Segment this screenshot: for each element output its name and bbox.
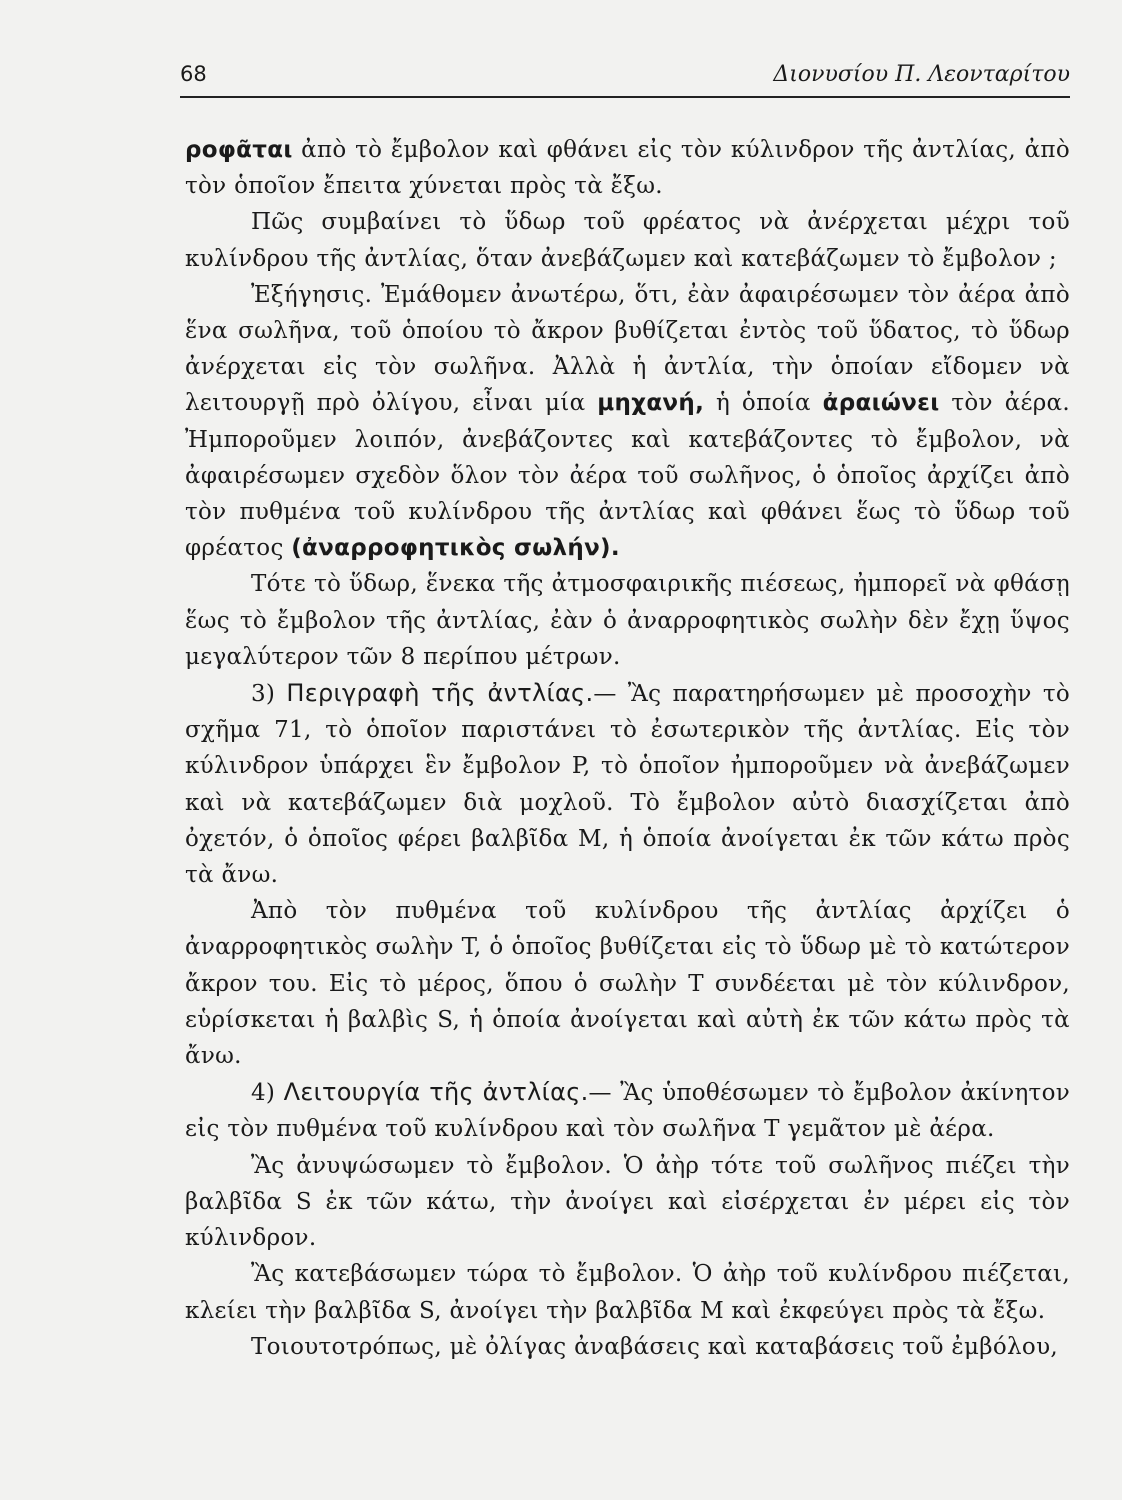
- body-text: [185, 132, 1070, 1365]
- running-head: Διονυσίου Π. Λεονταρίτου: [773, 62, 1070, 87]
- paragraph-text: — Ἂς ὑποθέσωμεν τὸ ἔμβολον ἀκίνητον εἰς τὸν πυθμένα τοῦ κυλίνδρου καὶ τὸν σωλῆνα T γεμᾶτον μὲ ἀέρα.: [185, 1080, 1071, 1143]
- bold-term: ροφᾶται: [185, 137, 293, 163]
- bold-term: μηχανή,: [597, 390, 705, 417]
- paragraph: [185, 277, 1070, 567]
- paragraph-text: — Ἂς παρατηρήσωμεν μὲ προσοχὴν τὸ σχῆμα 71, τὸ ὁποῖον παριστάνει τὸ ἐσωτερικὸν τῆς ἀντλίας. Εἰς τὸν κύλινδρον ὑπάρχει ἓν ἔμβολον P, τὸ ὁποῖον ἠμποροῦμεν νὰ ἀνεβάζωμεν καὶ νὰ κατεβάζωμεν διὰ μοχλοῦ. Τὸ ἔμβολον αὐτὸ διασχίζεται ἀπὸ ὀχετόν, ὁ ὁποῖος φέρει βαλβῖδα M, ἡ ὁποία ἀνοίγεται ἐκ τῶν κάτω πρὸς τὰ ἄνω.: [185, 681, 1070, 889]
- paragraph: Τότε τὸ ὕδωρ, ἕνεκα τῆς ἀτμοσφαιρικῆς πιέσεως, ἠμπορεῖ νὰ φθάσῃ ἕως τὸ ἔμβολον τῆς ἀντλίας, ἐὰν ὁ ἀναρροφητικὸς σωλὴν δὲν ἔχῃ ὕψος μεγαλύτερον τῶν 8 περίπου μέτρων.: [185, 571, 1070, 670]
- paragraph: Ἂς ἀνυψώσωμεν τὸ ἔμβολον. Ὁ ἀὴρ τότε τοῦ σωλῆνος πιέζει τὴν βαλβῖδα S ἐκ τῶν κάτω, τὴν ἀνοίγει καὶ εἰσέρχεται ἐν μέρει εἰς τὸν κύλινδρον.: [185, 1152, 1070, 1252]
- paragraph: Ἂς κατεβάσωμεν τώρα τὸ ἔμβολον. Ὁ ἀὴρ τοῦ κυλίνδρου πιέζεται, κλείει τὴν βαλβῖδα S, ἀνοίγει τὴν βαλβῖδα M καὶ ἐκφεύγει πρὸς τὰ ἔξω.: [185, 1261, 1070, 1324]
- paragraph: [185, 132, 1070, 204]
- paragraph-text: ἀπὸ τὸ ἔμβολον καὶ φθάνει εἰς τὸν κύλινδρον τῆς ἀντλίας, ἀπὸ τὸν ὁποῖον ἔπειτα χύνεται πρὸς τὰ ἔξω.: [185, 137, 1070, 200]
- bold-term: ἀραιώνει: [822, 390, 940, 417]
- paragraph: [185, 1074, 1070, 1147]
- section-number: 4): [251, 1080, 284, 1107]
- page-header: [180, 58, 1070, 98]
- paragraph: Πῶς συμβαίνει τὸ ὕδωρ τοῦ φρέατος νὰ ἀνέρχεται μέχρι τοῦ κυλίνδρου τῆς ἀντλίας, ὅταν ἀνεβάζωμεν καὶ κατεβάζωμεν τὸ ἔμβολον ;: [185, 209, 1070, 272]
- page-number: 68: [180, 62, 207, 86]
- paragraph: [185, 675, 1070, 893]
- section-heading: Λειτουργία τῆς ἀντλίας.: [283, 1078, 589, 1107]
- paragraph-text: Ἐξήγησις. Ἐμάθομεν ἀνωτέρω, ὅτι, ἐὰν ἀφαιρέσωμεν τὸν ἀέρα ἀπὸ ἕνα σωλῆνα, τοῦ ὁποίου τὸ ἄκρον βυθίζεται ἐντὸς τοῦ ὕδατος, τὸ ὕδωρ ἀνέρχεται εἰς τὸν σωλῆνα. Ἀλλὰ ἡ ἀντλία, τὴν ὁποίαν εἴδομεν νὰ λειτουργῇ πρὸ ὀλίγου, εἶναι μία: [185, 281, 1070, 417]
- bold-term: (ἀναρροφητικὸς σωλήν).: [291, 535, 620, 562]
- paragraph: Ἀπὸ τὸν πυθμένα τοῦ κυλίνδρου τῆς ἀντλίας ἀρχίζει ὁ ἀναρροφητικὸς σωλὴν T, ὁ ὁποῖος βυθίζεται εἰς τὸ ὕδωρ μὲ τὸ κατώτερον ἄκρον του. Εἰς τὸ μέρος, ὅπου ὁ σωλὴν T συνδέεται μὲ τὸν κύλινδρον, εὑρίσκεται ἡ βαλβὶς S, ἡ ὁποία ἀνοίγεται καὶ αὐτὴ ἐκ τῶν κάτω πρὸς τὰ ἄνω.: [185, 898, 1070, 1070]
- paragraph-text: ἡ ὁποία: [704, 390, 823, 417]
- section-heading: Περιγραφὴ τῆς ἀντλίας.: [286, 679, 594, 708]
- paragraph-text: τὸν ἀέρα. Ἠμποροῦμεν λοιπόν, ἀνεβάζοντες καὶ κατεβάζοντες τὸ ἔμβολον, νὰ ἀφαιρέσωμεν σχεδὸν ὅλον τὸν ἀέρα τοῦ σωλῆνος, ὁ ὁποῖος ἀρχίζει ἀπὸ τὸν πυθμένα τοῦ κυλίνδρου τῆς ἀντλίας καὶ φθάνει ἕως τὸ ὕδωρ τοῦ φρέατος: [185, 390, 1070, 562]
- header-rule: [180, 96, 1070, 98]
- paragraph: Τοιουτοτρόπως, μὲ ὀλίγας ἀναβάσεις καὶ καταβάσεις τοῦ ἐμβόλου,: [251, 1333, 1058, 1360]
- section-number: 3): [251, 681, 287, 708]
